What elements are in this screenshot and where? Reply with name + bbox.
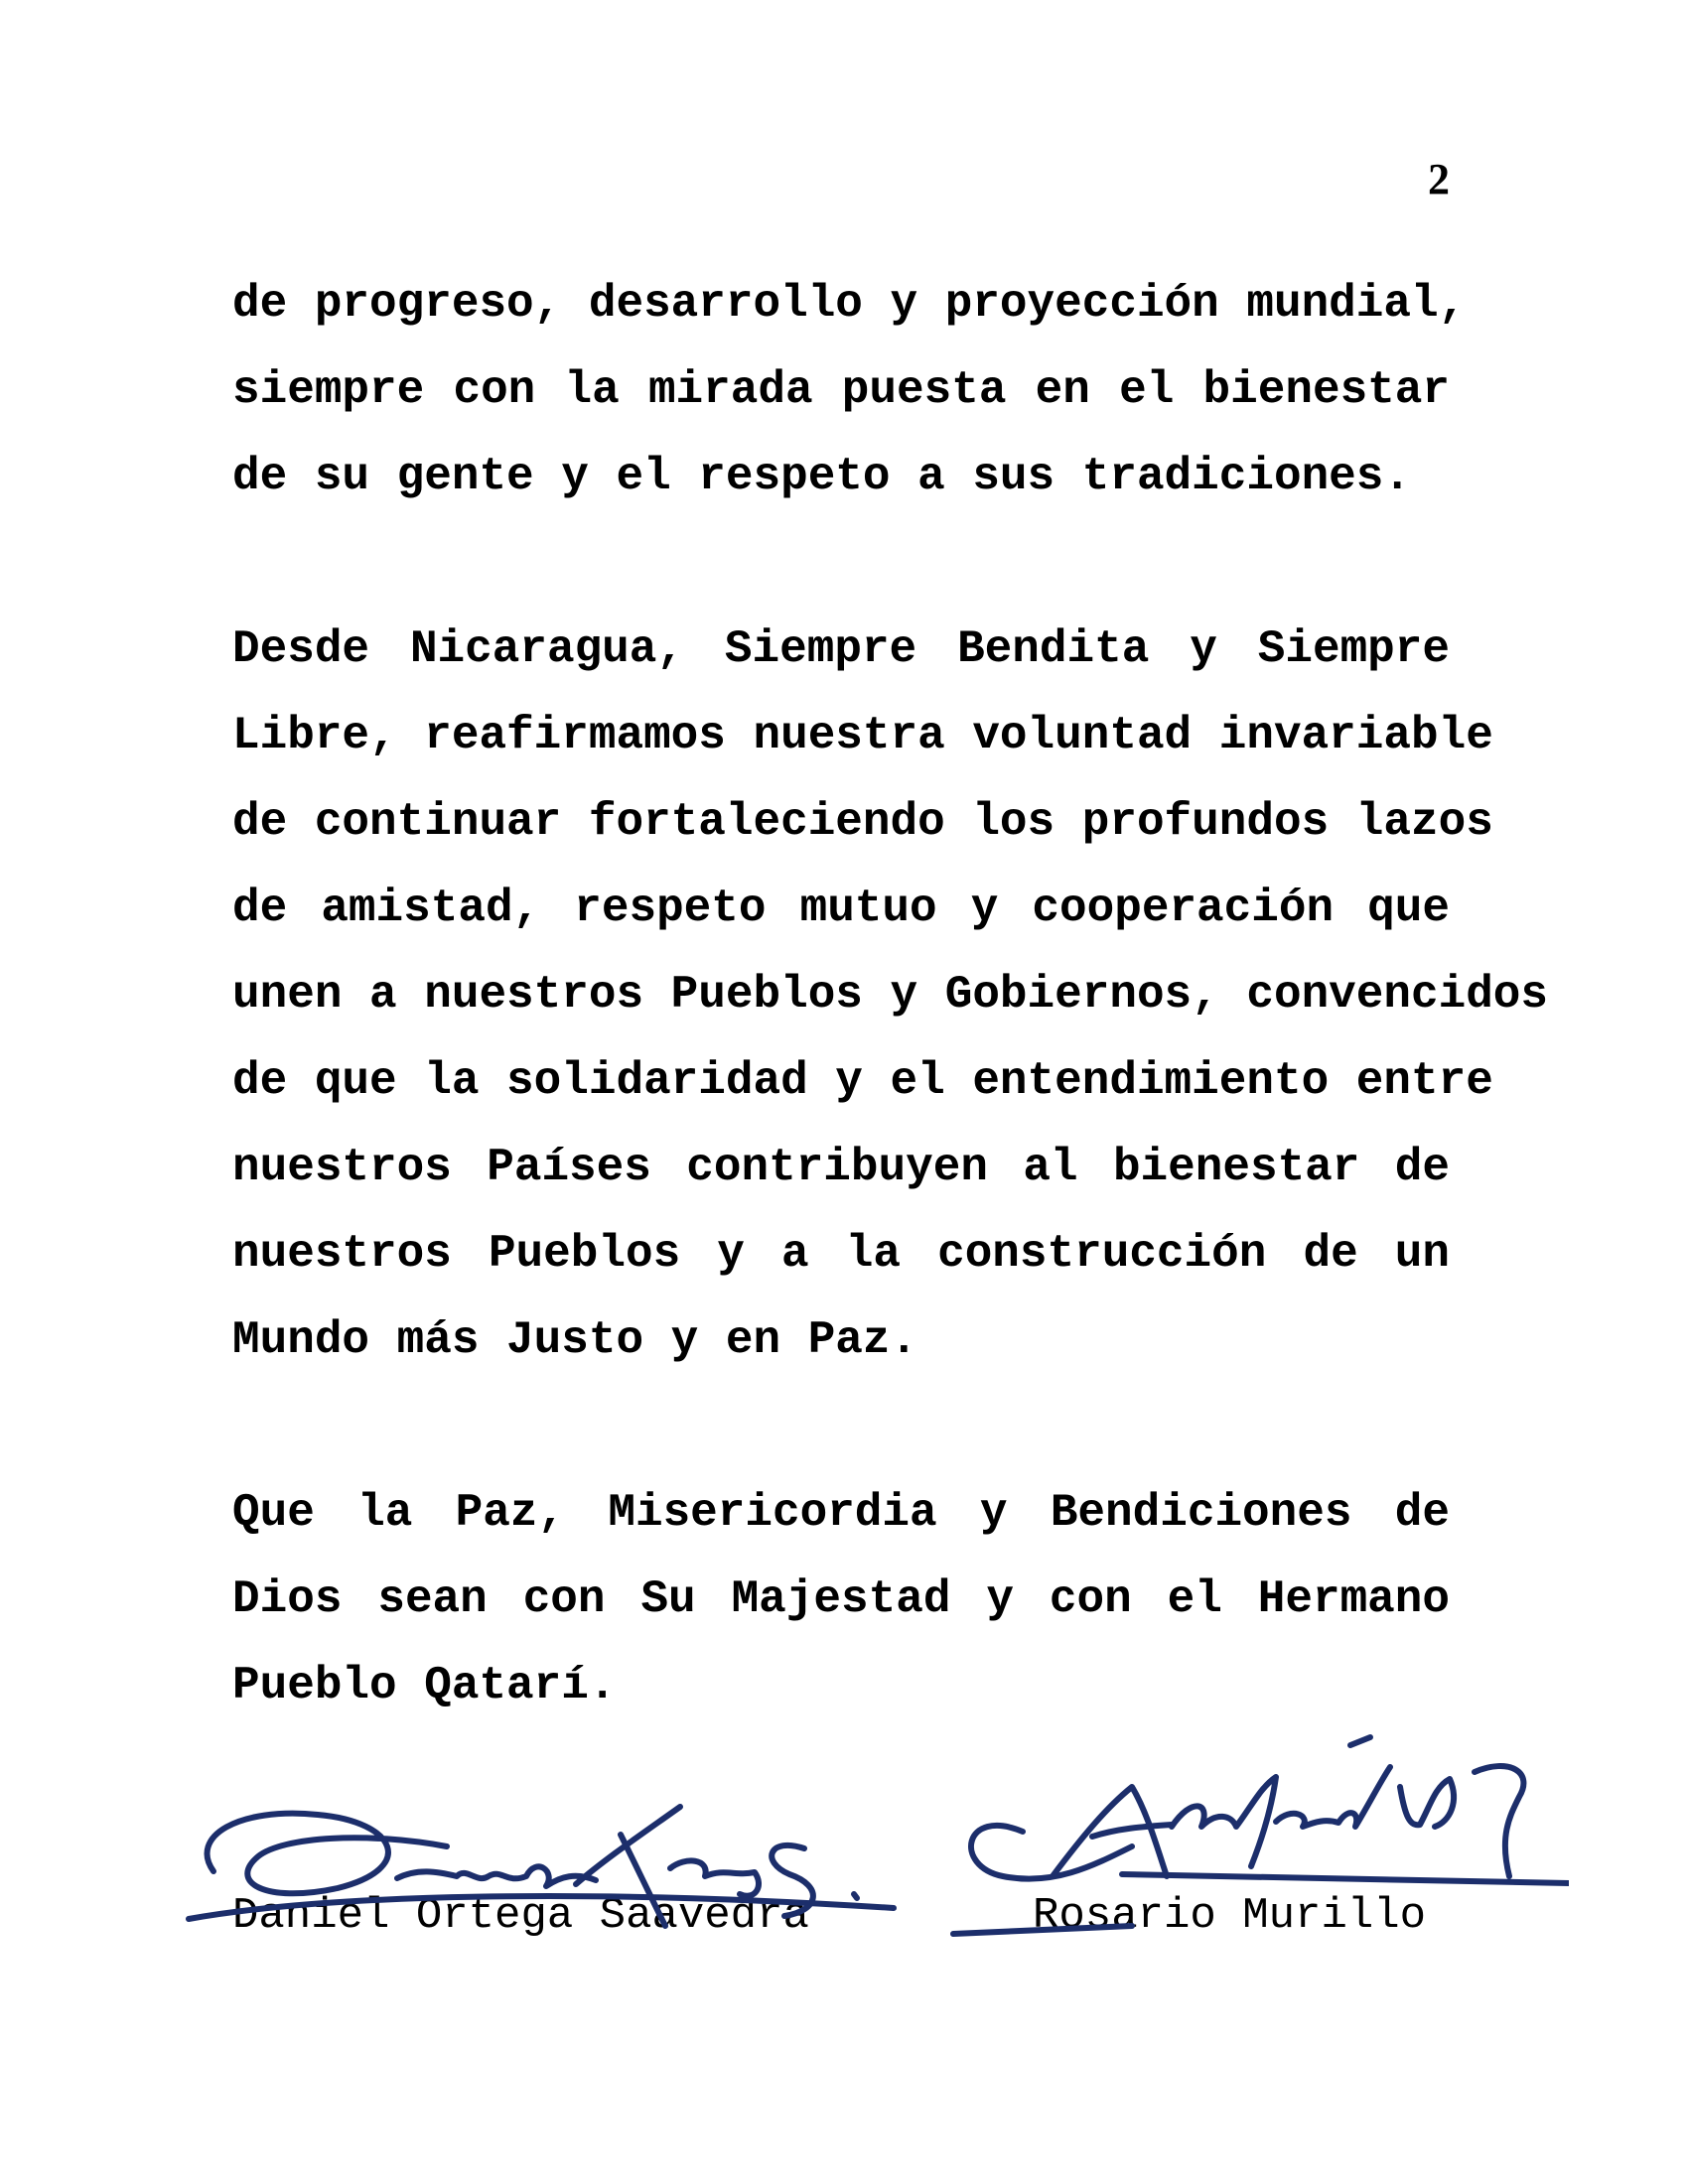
paragraph-line: Pueblo Qatarí. xyxy=(232,1660,617,1711)
paragraph-line: nuestros Países contribuyen al bienestar de xyxy=(232,1142,1450,1193)
signatory-name-rosario-murillo: Rosario Murillo xyxy=(1033,1891,1427,1941)
paragraph-line: unen a nuestros Pueblos y Gobiernos, convencidos xyxy=(232,969,1549,1021)
paragraph-2 xyxy=(232,607,1549,1384)
paragraph-line: Desde Nicaragua, Siempre Bendita y Siempre xyxy=(232,623,1450,675)
paragraph-line: de que la solidaridad y el entendimiento entre xyxy=(232,1055,1493,1107)
paragraph-line: de continuar fortaleciendo los profundos lazos xyxy=(232,796,1493,848)
paragraph-3 xyxy=(232,1470,1450,1729)
paragraph-line: Mundo más Justo y en Paz. xyxy=(232,1314,918,1366)
paragraph-line: Dios sean con Su Majestad y con el Hermano xyxy=(232,1573,1450,1625)
paragraph-line: nuestros Pueblos y a la construcción de un xyxy=(232,1228,1450,1280)
signatory-name-daniel-ortega: Daniel Ortega Saavedra xyxy=(232,1891,809,1941)
page-number: 2 xyxy=(1428,155,1450,204)
paragraph-line: de su gente y el respeto a sus tradiciones. xyxy=(232,451,1411,502)
paragraph-1 xyxy=(232,261,1467,520)
paragraph-line: Libre, reafirmamos nuestra voluntad invariable xyxy=(232,710,1493,761)
paragraph-line: Que la Paz, Misericordia y Bendiciones de xyxy=(232,1487,1450,1539)
paragraph-line: de amistad, respeto mutuo y cooperación que xyxy=(232,883,1450,934)
paragraph-line: de progreso, desarrollo y proyección mundial, xyxy=(232,278,1467,330)
paragraph-line: siempre con la mirada puesta en el bienestar xyxy=(232,364,1450,416)
